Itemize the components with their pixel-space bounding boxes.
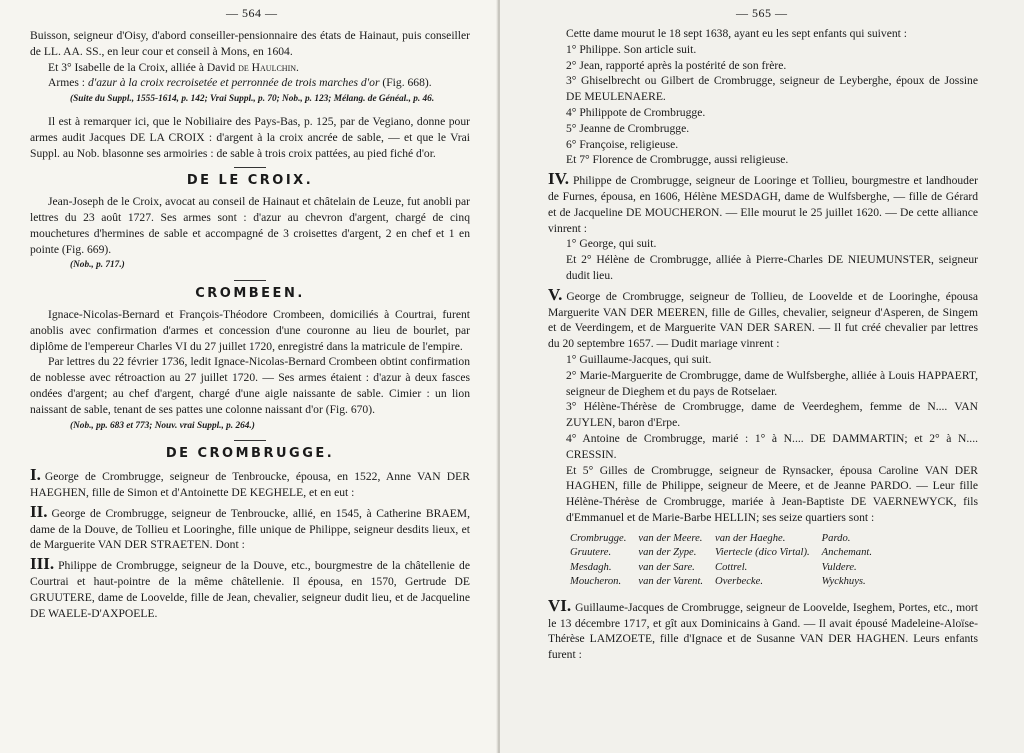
separator-rule [234,440,266,441]
paragraph: Cette dame mourut le 18 sept 1638, ayant eu les sept enfants qui suivent : [566,27,907,40]
quarters-cell: Moucheron. [570,576,622,588]
children-list [548,352,978,526]
paragraph: Par lettres du 22 février 1736, ledit Ignace-Nicolas-Bernard Crombeen obtint confirmation de noblesse avec rétroaction au 27 juillet 1720. — Ses armes étaient : d'azur à deux fasces ondées d'argent; au chef d'argent, chargé d'une aigle naissante de sable. Cimier : un lion naissant de sable, tenant de ses pattes une colonne naissant d'or (Fig. 670). [30,355,470,416]
child-item: 4° Antoine de Crombrugge, marié : 1° à N.... DE DAMMARTIN; et 2° à N.... CRESSIN. [566,431,978,461]
quarters-cell: van der Sare. [638,561,695,573]
quarters-cell: van der Meere. [638,532,703,544]
source-note: (Nob., pp. 683 et 773; Nouv. vrai Suppl., p. 264.) [70,420,255,431]
section-heading: DE CROMBRUGGE. [165,446,335,462]
paragraph: Jean-Joseph de le Croix, avocat au conseil de Hainaut et châtelain de Leuze, fut anobli par lettres du 23 août 1727. Ses armes sont : d'azur au chevron d'argent, chargé de cinq mouchetures d'hermines de sable et accompagné de 3 croisettes d'argent, 2 en chef et 1 en pointe (Fig. 669). [30,195,470,256]
quarters-cell: Pardo. [821,532,851,544]
quarters-cell: Viertecle (dico Virtal). [715,547,810,559]
child-item: 2° Jean, rapporté après la postérité de son frère. [566,58,787,72]
quarters-cell: Wyckhuys. [821,576,866,588]
generation-number: IV. [548,169,569,189]
generation-number: VI. [548,595,572,615]
quarters-cell: Gruutere. [570,547,612,559]
separator-rule [234,280,266,281]
quarters-cell: van der Haeghe. [715,532,786,544]
generation-entry: II. George de Crombrugge, seigneur de Tenbroucke, allié, en 1545, à Catherine BRAEM, dame de la Douve, de Tollieu et Looringhe, fille unique de Philippe, seigneur desdits lieux, et de Marguerite VAN DER STRAETEN. Dont : [30,501,470,552]
arms-paragraph: Armes : d'azur à la croix recroisetée et perronnée de trois marches d'or (Fig. 668). [48,76,432,90]
child-item: Et 2° Hélène de Crombrugge, alliée à Pierre-Charles DE NIEUMUNSTER, seigneur dudit lieu. [566,253,978,282]
left-page [0,0,500,753]
left-page-content [30,28,470,621]
child-item: 3° Ghiselbrecht ou Gilbert de Crombrugge, seigneur de Leyberghe, époux de Jossine DE MEULENAERE. [566,74,978,104]
child-item: Et 7° Florence de Crombrugge, aussi religieuse. [566,153,789,167]
generation-number: III. [30,554,55,574]
quarters-cell: Overbecke. [715,576,763,588]
paragraph: Et 3° Isabelle de la Croix, alliée à David de Haulchin. [48,60,299,74]
quarters-row [570,532,884,547]
section-heading: DE LE CROIX. [186,173,314,189]
quarters-row [570,575,884,590]
child-item: 5° Jeanne de Crombrugge. [566,121,690,135]
paragraph: Il est à remarquer ici, que le Nobiliaire des Pays-Bas, p. 125, par de Vegiano, donne pour armes audit Jacques DE LA CROIX : d'argent à la croix ancrée de sable, — et que le Vrai Suppl. au Nob. blasonne ses armoiries : de sable à trois croix pattées, au pied fiché d'or. [30,114,470,160]
right-page [500,0,1024,753]
generation-entry: IV. Philippe de Crombrugge, seigneur de Looringe et Tollieu, bourgmestre et landhouder de Furnes, épousa, en 1606, Hélène MESDAGH, dame de Wulfsberghe, — fille de Gérard et de Jacqueline DE MOUCHERON. — Elle mourut le 25 juillet 1620. — De cette alliance vinrent : [548,169,978,235]
child-item: 1° Philippe. Son article suit. [566,42,697,56]
children-list [548,236,978,283]
generation-number: V. [548,284,563,304]
generation-number: I. [30,465,41,485]
page-number-right: — 565 — [736,6,788,20]
child-item: 6° Françoise, religieuse. [566,137,679,151]
quarters-row [570,546,884,561]
child-item: 1° George, qui suit. [566,237,657,251]
children-list [548,42,978,168]
child-item: 1° Guillaume-Jacques, qui suit. [566,352,712,366]
child-item: Et 5° Gilles de Crombrugge, seigneur de Rynsacker, épousa Caroline VAN DER HAGHEN, fille de Philippe, seigneur de Meere, et de Jeanne PARDO. — Leur fille Hélène-Thérèse de Crombrugge, mariée à Jean-Baptiste DE VAERNEWYCK, fils d'Emmanuel et de Marie-Barbe HELLIN; ses seize quartiers sont : [566,463,978,524]
generation-number: II. [30,501,48,521]
quarters-row [570,561,884,576]
quarters-cell: Cottrel. [715,561,748,573]
source-note: (Suite du Suppl., 1555-1614, p. 142; Vrai Suppl., p. 70; Nob., p. 123; Mélang. de Généal., p. 46. [70,94,435,105]
section-heading: CROMBEEN. [195,286,305,302]
quarters-cell: Crombrugge. [570,532,627,544]
quarters-cell: Vuldere. [821,561,857,573]
paragraph: Buisson, seigneur d'Oisy, d'abord conseiller-pensionnaire des états de Hainaut, puis conseiller de LL. AA. SS., en leur cour et conseil à Mons, en 1604. [30,29,470,58]
quarters-table [570,532,884,590]
generation-entry: VI. Guillaume-Jacques de Crombrugge, seigneur de Loovelde, Iseghem, Portes, etc., mort le 13 décembre 1717, et gît aux Dominicains à Gand. — Il avait épousé Madeleine-Aloïse-Thérèse LAMZOETE, fille d'Ignace et de Susanne VAN DER HAGHEN. Leurs enfants furent : [548,595,978,662]
quarters-cell: Mesdagh. [570,561,612,573]
quarters-cell: Anchemant. [821,547,872,559]
generation-entry: III. Philippe de Crombrugge, seigneur de la Douve, etc., bourgmestre de la châtellenie de Courtrai et haut-pointre de la même châtellenie. Il épousa, en 1570, Gertrude DE GRUUTERE, dame de Loovelde, fille de Jean, chevalier, seigneur dudit lieu, et de Jacqueline DE WAELE-D'AXPOELE. [30,554,470,620]
child-item: 2° Marie-Marguerite de Crombrugge, dame de Wulfsberghe, alliée à Louis HAPPAERT, seigneur de Dieghem et du pays de Rotselaer. [566,368,978,398]
generation-entry: V. George de Crombrugge, seigneur de Tollieu, de Loovelde et de Looringhe, épousa Marguerite VAN DER MEEREN, fille de Gilles, chevalier, seigneur d'Asperen, de Singem et de Veerdingem, et de Marguerite VAN DER SAREN. — Il fut créé chevalier par lettres du 20 septembre 1657. — Dudit mariage vinrent : [548,284,978,351]
page-number-left: — 564 — [226,6,278,20]
child-item: 3° Hélène-Thérèse de Crombrugge, dame de Veerdeghem, femme de N.... VAN ZUYLEN, baron d'Erpe. [566,400,978,430]
right-page-content [548,26,978,663]
quarters-cell: van der Varent. [638,576,704,588]
paragraph: Ignace-Nicolas-Bernard et François-Théodore Crombeen, domiciliés à Courtrai, furent anoblis avec confirmation d'armes et concession d'une couronne au lieu de bourlet, par diplôme de l'empereur Charles VI du 27 juillet 1720, enregistré dans la matricule de l'empire. [30,307,470,353]
separator-rule [234,167,266,168]
source-note: (Nob., p. 717.) [70,260,125,271]
generation-entry: I. George de Crombrugge, seigneur de Tenbroucke, épousa, en 1522, Anne VAN DER HAEGHEN, fille de Simon et d'Antoinette DE KEGHELE, et en eut : [30,465,470,499]
quarters-cell: van der Zype. [638,547,697,559]
child-item: 4° Philippote de Crombrugge. [566,105,706,119]
